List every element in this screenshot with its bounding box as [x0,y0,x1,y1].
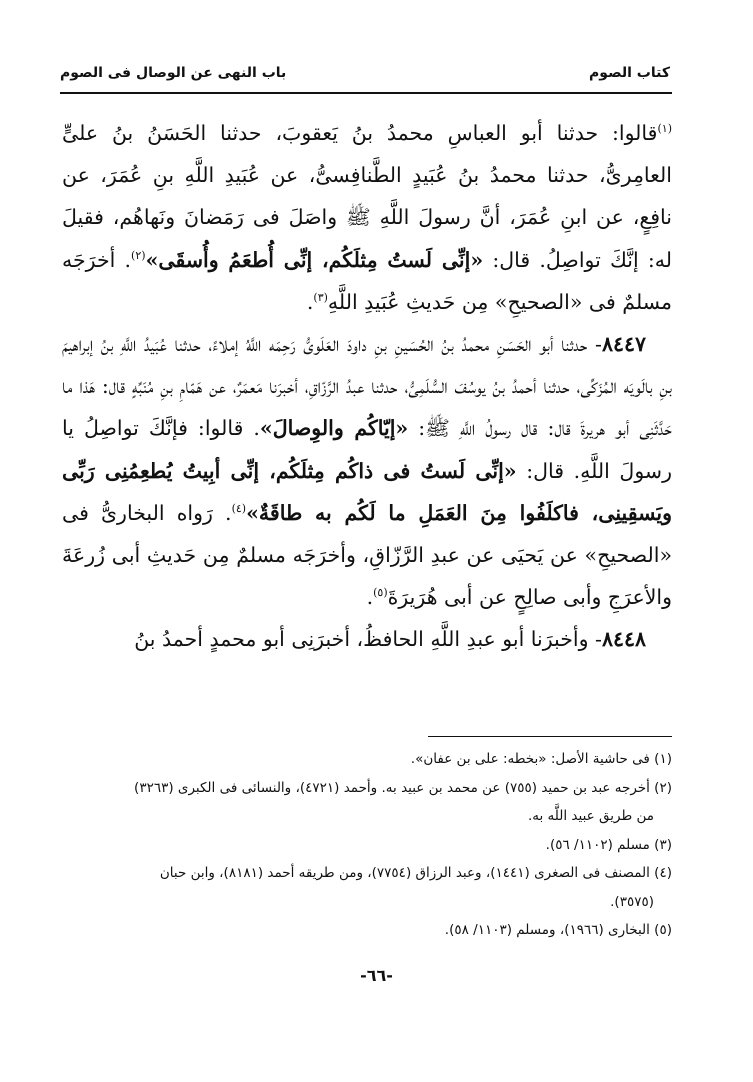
footnote-ref-2: (٢) [131,248,146,262]
footnote-1: (١) فى حاشية الأصل: «بخطه: على بن عفان». [410,751,672,767]
footnote-3: (٣) مسلم (١١٠٢/ ٥٦). [545,836,672,853]
paragraph-3-text: - وأخبرَنا أبو عبدِ اللَّهِ الحافظُ، أخبرَنِى أبو محمدٍ أحمدُ بنُ [134,627,602,652]
paragraph-2-text-a: - حدثنا أبو الحَسَنِ محمدُ بنُ الحُسَينِ بنِ داودَ العَلَوىُّ رَحِمَه اللَّهُ إملاءً، حدثنا عُبَيدُ اللَّهِ بنُ إبراهيمَ بنِ بالَويَه المُزَكِّى، حدثنا أحمدُ بنُ يوسُفَ السُّلَمِىُّ، حدثنا عبدُ الرَّزّاقِ، أخبرَنا مَعمَرٌ، عن هَمّامِ بنِ مُنَبِّهٍ قال: هَذا ما حَدَّثَنِى أبو هريرةَ قال: قال رسولُ اللَّهِ ﷺ: [62,332,672,441]
footnote-4: (٤) المصنف فى الصغرى (١٤٤١)، وعبد الرزاق (٧٧٥٤)، ومن طريقه أحمد (٨١٨١)، وابن حبان [159,865,672,881]
paragraph-2-text-c: . رَواه البخارىُّ فى «الصحيحِ» عن يَحيَى عن عبدِ الرَّزّاقِ، وأخرَجَه مسلمٌ مِن حَديثِ أبى زُرعَةَ والأعرَجِ وأبى صالِحٍ عن أبى هُرَيرَةَ [62,500,672,610]
footnote-4-continued: (٣٥٧٥). [610,893,654,910]
chapter-title: باب النهى عن الوصال فى الصوم [60,65,287,81]
paragraph-2-end: . [366,585,374,610]
hadith-quote-2a: «إيّاكُم والوِصالَ» [259,416,409,441]
paragraph-1 [62,112,672,323]
footnote-ref-3: (٣) [313,290,328,304]
footnote-separator [428,736,672,737]
footnote-2-continued: من طريق عبيد اللَّه به. [527,808,654,824]
main-text [62,112,672,661]
footnotes [62,745,672,945]
paragraph-2 [62,323,672,618]
hadith-number-8448: ٨٤٤٨ [601,627,646,652]
footnote-5: (٥) البخارى (١٩٦٦)، ومسلم (١١٠٣/ ٥٨). [444,922,672,938]
footnote-ref-1: (١) [657,122,672,136]
header-rule [60,92,672,94]
footnote-ref-4: (٤) [231,502,247,515]
hadith-number-8447: ٨٤٤٧ [601,332,646,357]
paragraph-1-text-b: . أخرَجَه مسلمٌ فى «الصحيحِ» مِن حَديثِ عُبَيدِ اللَّهِ [62,247,672,314]
hadith-quote-1: «إنِّى لَستُ مِثلَكُم، إنِّى أُطعَمُ وأُسقَى» [145,247,484,272]
page-number: -٦٦- [360,966,393,985]
paragraph-1-text-a: قالوا: حدثنا أبو العباسِ محمدُ بنُ يَعقوبَ، حدثنا الحَسَنُ بنُ علىٍّ العامِرىُّ، حدثنا محمدُ بنُ عُبَيدٍ الطَّنافِسىُّ، عن عُبَيدِ اللَّهِ بنِ عُمَرَ، عن نافِعٍ، عن ابنِ عُمَرَ، أنَّ رسولَ اللَّهِ ﷺ واصَلَ فى رَمَضانَ ونَهاهُم، فقيلَ له: إنَّكَ تواصِلُ. قال: [62,121,672,272]
footnote-2: (٢) أخرجه عبد بن حميد (٧٥٥) عن محمد بن عبيد به. وأحمد (٤٧٢١)، والنسائى فى الكبرى (٣٢٦٣) [134,779,672,796]
paragraph-2-text-b: . قالوا: فإنَّكَ تواصِلُ يا رسولَ اللَّهِ. قال: [62,416,672,483]
running-header [60,58,670,88]
hadith-quote-2b: «إنِّى لَستُ فى ذاكُم مِثلَكُم، إنِّى أبِيتُ يُطعِمُنِى رَبِّى ويَسقِينِى، فاكلَفُوا مِنَ العَمَلِ ما لَكُم به طاقَةٌ» [62,458,672,525]
paragraph-1-end: . [306,289,314,314]
book-title: كتاب الصوم [589,65,670,81]
footnote-ref-5: (٥) [373,586,388,600]
paragraph-3 [62,618,672,660]
